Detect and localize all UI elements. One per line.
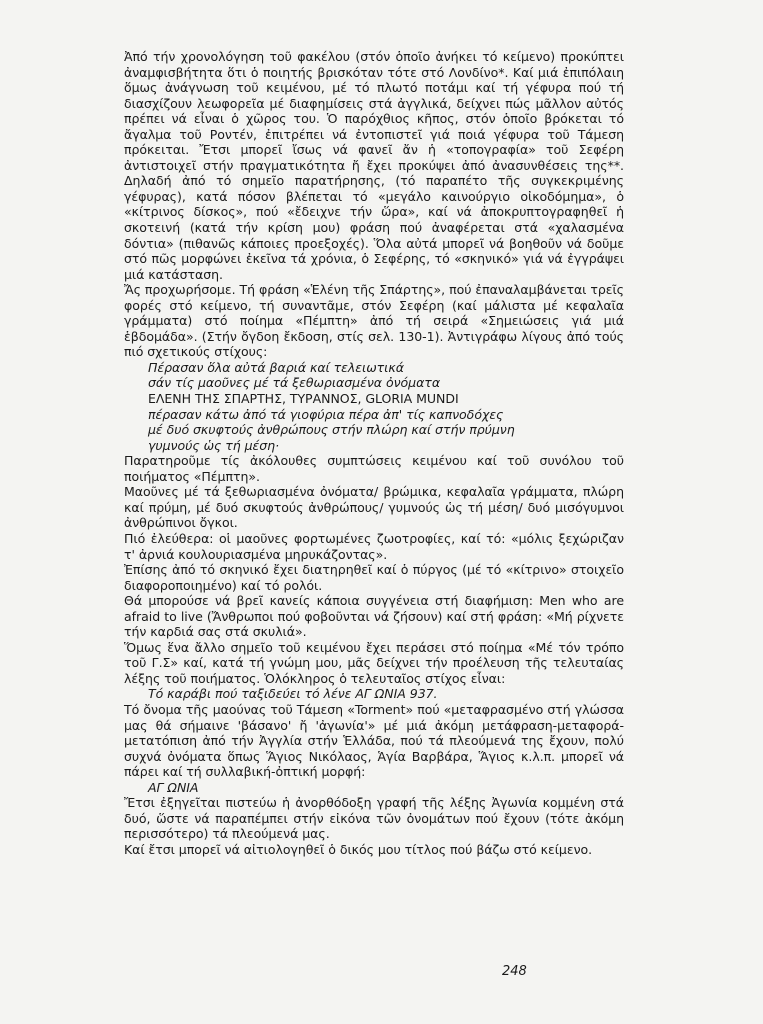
- paragraph: Μαοῦνες μέ τά ξεθωριασμένα ὀνόματα/ βρώμικα, κεφαλαῖα γράμματα, πλώρη καί πρύμη, μέ δυό σκυφτούς ἀνθρώπους/ γυμνούς ὡς τή μέση/ δυό μισόγυμνοι ἀνθρώπινοι ὄγκοι.: [124, 484, 624, 531]
- verse-line: ΕΛΕΝΗ ΤΗΣ ΣΠΑΡΤΗΣ, ΤΥΡΑΝΝΟΣ, GLORIA MUNDI: [148, 391, 459, 407]
- verse-line: μέ δυό σκυφτούς ἀνθρώπους στήν πλώρη καί στήν πρύμνη: [148, 422, 515, 438]
- verse-line: πέρασαν κάτω ἀπό τά γιοφύρια πέρα ἀπ' τίς καπνοδόχες: [148, 406, 504, 422]
- paragraph: Παρατηροῦμε τίς ἀκόλουθες συμπτώσεις κειμένου καί τοῦ συνόλου τοῦ ποιήματος «Πέμπτη».: [124, 453, 624, 484]
- verse-line: Τό καράβι πού ταξιδεύει τό λένε ΑΓ ΩΝΙΑ 937.: [148, 686, 438, 702]
- verse-line: σάν τίς μαοῦνες μέ τά ξεθωριασμένα ὀνόματα: [148, 375, 441, 391]
- paragraph: Καί ἔτσι μπορεῖ νά αἰτιολογηθεῖ ὁ δικός μου τίτλος πού βάζω στό κείμενο.: [124, 841, 593, 857]
- paragraph: Θά μπορούσε νά βρεῖ κανείς κάποια συγγένεια στή διαφήμιση: Men who are afraid to live (Ἄνθρωποι πού φοβοῦνται νά ζήσουν) καί στή φράση: «Μή ρίχνετε τήν καρδιά σας στά σκυλιά».: [124, 593, 624, 640]
- paragraph: Ἐπίσης ἀπό τό σκηνικό ἔχει διατηρηθεῖ καί ὁ πύργος (μέ τό «κίτρινο» στοιχεῖο διαφοροποιημένο) καί τό ρολόι.: [124, 562, 624, 593]
- body-text: [124, 49, 624, 857]
- paragraph: Ἔτσι ἐξηγεῖται πιστεύω ἡ ἀνορθόδοξη γραφή τῆς λέξης Ἀγωνία κομμένη στά δυό, ὥστε νά παραπέμπει στήν εἰκόνα τῶν ὀνομάτων πού ἔχουν (τότε ἀκόμη περισσότερο) τά πλεούμενά μας.: [124, 795, 624, 842]
- verse-line: Πέρασαν ὅλα αὐτά βαριά καί τελειωτικά: [148, 359, 404, 375]
- paragraph: Ὅμως ἕνα ἄλλο σημεῖο τοῦ κειμένου ἔχει περάσει στό ποίημα «Μέ τόν τρόπο τοῦ Γ.Σ» καί, κατά τή γνώμη μου, μᾶς δείχνει τήν προέλευση τῆς τελευταίας λέξης τοῦ ποιήματος. Ὁλόκληρος ὁ τελευταῖος στίχος εἶναι:: [124, 639, 624, 686]
- paragraph: Ἀπό τήν χρονολόγηση τοῦ φακέλου (στόν ὁποῖο ἀνήκει τό κείμενο) προκύπτει ἀναμφισβήτητα ὅτι ὁ ποιητής βρισκόταν τότε στό Λονδίνο*. Καί μιά ἐπιπόλαιη ὅμως ἀνάγνωση τοῦ κειμένου, μέ τό πλωτό ποτάμι καί τή γέφυρα πού τή διασχίζουν λεωφορεῖα μέ διαφημίσεις στά ἀγγλικά, δείχνει πώς μᾶλλον αὐτός πρέπει νά εἶναι ὁ χῶρος του. Ὁ παρόχθιος κῆπος, στόν ὁποῖο βρόκεται τό ἄγαλμα τοῦ Ροντέν, ἐπιτρέπει νά ἐντοπιστεῖ γιά ποιά γέφυρα τοῦ Τάμεση πρόκειται. Ἔτσι μπορεῖ ἴσως νά φανεῖ ἄν ἡ «τοπογραφία» τοῦ Σεφέρη ἀντιστοιχεῖ στήν πραγματικότητα ἤ ἔχει προκύψει ἀπό ἀνασυνθέσεις της**. Δηλαδή ἀπό τό σημεῖο παρατήρησης, (τό παραπέτο τῆς συγκεκριμένης γέφυρας), κατά πόσον βλέπεται τό «μεγάλο καινούργιο οἰκοδόμημα», ὁ «κίτρινος δίσκος», πού «ἔδειχνε τήν ὥρα», καί νά ἀποκρυπτογραφηθεῖ ἡ σκοτεινή (κατά τήν κρίση μου) φράση πού ἀναφέρεται στά «χαλασμένα δόντια» (πιθανῶς κάποιες προεξοχές). Ὅλα αὐτά μπορεῖ νά βοηθοῦν νά δοῦμε στό πῶς μορφώνει ἐκεῖνα τά χρόνια, ὁ Σεφέρης, τό «σκηνικό» γιά νά ἐγγράψει μιά κατάσταση.: [124, 49, 624, 282]
- page-number: 248: [502, 964, 527, 979]
- paragraph: Τό ὄνομα τῆς μαούνας τοῦ Τάμεση «Torment» πού «μεταφρασμένο στή γλώσσα μας θά σήμαινε 'βάσανο' ἤ 'ἀγωνία'» μέ μιά ἀκόμη μετάφραση-μεταφορά-μετατόπιση ἀπό τήν Ἀγγλία στήν Ἑλλάδα, πού τά πλεούμενά της ἔχουν, πολύ συχνά ὀνόματα ὅπως Ἅγιος Νικόλαος, Ἁγία Βαρβάρα, Ἅγιος κ.λ.π. μπορεῖ νά πάρει καί τή συλλαβική-ὀπτική μορφή:: [124, 701, 624, 780]
- paragraph: Ἄς προχωρήσομε. Τή φράση «Ἑλένη τῆς Σπάρτης», πού ἐπαναλαμβάνεται τρεῖς φορές στό κείμενο, τή συναντᾶμε, στόν Σεφέρη (καί μάλιστα μέ κεφαλαῖα γράμματα) στό ποίημα «Πέμπτη» ἀπό τή σειρά «Σημειώσεις γιά μιά ἑβδομάδα». (Στήν ὄγδοη ἔκδοση, στίς σελ. 130-1). Ἀντιγράφω λίγους ἀπό τούς πιό σχετικούς στίχους:: [124, 282, 624, 360]
- verse-line: ΑΓ ΩΝΙΑ: [148, 779, 199, 795]
- verse-line: γυμνούς ὡς τή μέση·: [148, 437, 280, 453]
- paragraph: Πιό ἐλεύθερα: οἱ μαοῦνες φορτωμένες ζωοτροφίες, καί τό: «μόλις ξεχώριζαν τ' ἀρνιά κουλουριασμένα μηρυκάζοντας».: [124, 530, 624, 562]
